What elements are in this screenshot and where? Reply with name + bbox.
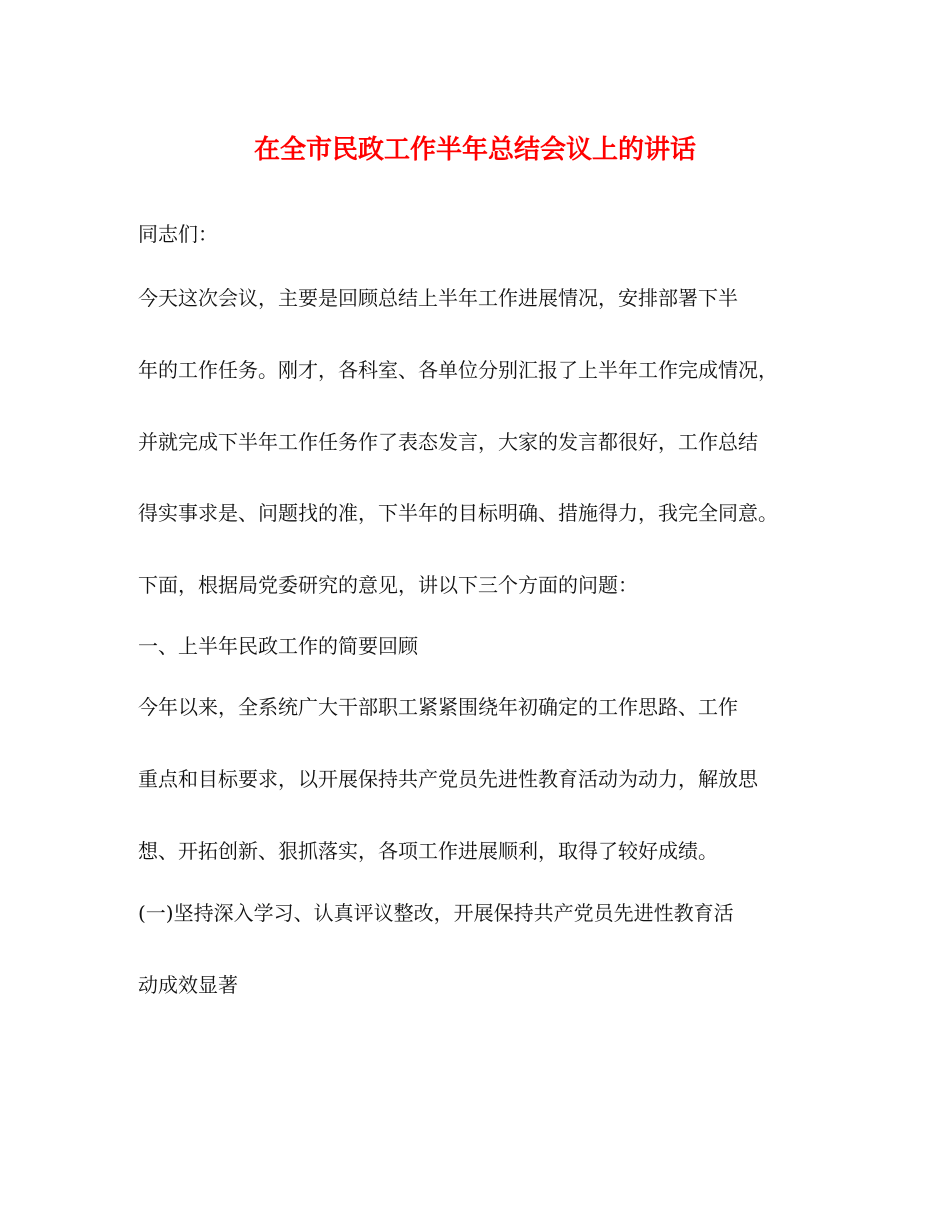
body-line: 并就完成下半年工作任务作了表态发言，大家的发言都很好，工作总结 bbox=[138, 430, 758, 454]
body-line: 下面，根据局党委研究的意见，讲以下三个方面的问题： bbox=[138, 573, 638, 597]
body-line: 今年以来，全系统广大干部职工紧紧围绕年初确定的工作思路、工作 bbox=[138, 695, 738, 719]
subsection-heading-cont: 动成效显著 bbox=[138, 973, 238, 997]
salutation-line: 同志们： bbox=[138, 222, 218, 246]
body-line: 重点和目标要求，以开展保持共产党员先进性教育活动为动力，解放思 bbox=[138, 767, 758, 791]
body-line: 得实事求是、问题找的准，下半年的目标明确、措施得力，我完全同意。 bbox=[138, 501, 778, 525]
subsection-heading: (一)坚持深入学习、认真评议整改，开展保持共产党员先进性教育活 bbox=[138, 901, 734, 925]
document-title: 在全市民政工作半年总结会议上的讲话 bbox=[253, 135, 696, 165]
body-line: 想、开拓创新、狠抓落实，各项工作进展顺利，取得了较好成绩。 bbox=[138, 839, 718, 863]
body-line: 年的工作任务。刚才，各科室、各单位分别汇报了上半年工作完成情况， bbox=[138, 358, 778, 382]
body-line: 今天这次会议，主要是回顾总结上半年工作进展情况，安排部署下半 bbox=[138, 286, 738, 310]
section-heading: 一、上半年民政工作的简要回顾 bbox=[138, 634, 418, 658]
